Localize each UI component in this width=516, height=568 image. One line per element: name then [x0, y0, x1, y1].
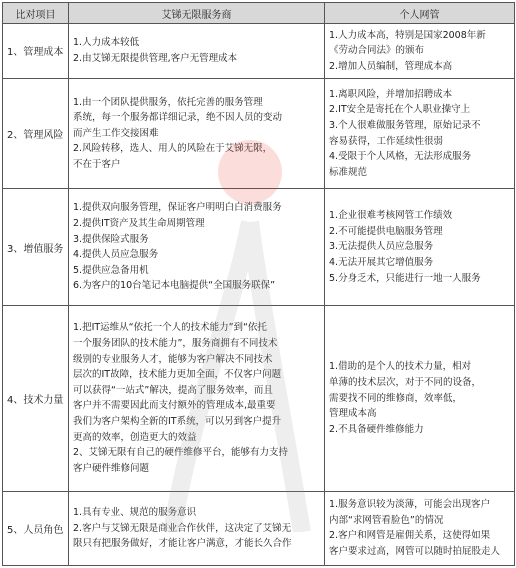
table-row-staff-role — [3, 491, 515, 565]
personal-line: 1.离职风险，并增加招聘成本 — [329, 88, 453, 100]
personal-line: 2.IT安全是寄托在个人职业操守上 — [329, 104, 471, 116]
row-label: 4、技术力量 — [3, 306, 69, 492]
vendor-line: 层次的IT故障，技术能力更加全面，不仅客户问题 — [73, 369, 282, 381]
vendor-line: 6.为客户的10台笔记本电脑提供“全国服务联保” — [73, 280, 275, 292]
vendor-line: 客户硬件维修问题 — [73, 462, 150, 474]
personal-line: 管理成本高 — [329, 408, 377, 420]
header-vendor: 艾锑无限服务商 — [69, 3, 325, 24]
personal-cell — [325, 491, 515, 565]
vendor-line: 2.由艾锑无限提供管理,客户无管理成本 — [73, 52, 238, 64]
personal-line: 单薄的技术层次，对于不同的设备， — [329, 376, 482, 388]
vendor-line: 1.具有专业、规范的服务意识 — [73, 506, 197, 518]
vendor-line: 2、艾锑无限有自己的硬件维修平台，能够有力支持 — [73, 447, 289, 459]
personal-line: 4.受限于个人风格，无法形成服务 — [329, 151, 472, 163]
vendor-line: 2.风险转移，选人、用人的风险在于艾锑无限， — [73, 143, 273, 155]
personal-line: 2.增加人员编制，管理成本高 — [329, 60, 453, 72]
personal-line: 内部“求网管看脸色”的情况 — [329, 514, 444, 526]
vendor-line: 2.提供IT资产及其生命周期管理 — [73, 217, 205, 229]
comparison-table — [2, 2, 515, 566]
vendor-cell — [69, 78, 325, 188]
table-row-value-added — [3, 189, 515, 306]
vendor-line: 1.由一个团队提供服务，依托完善的服务管理 — [73, 96, 263, 108]
table-row-technical-strength — [3, 306, 515, 492]
personal-line: 2.不可能提供电脑服务管理 — [329, 225, 443, 237]
personal-line: 《劳动合同法》的颁布 — [329, 45, 425, 57]
vendor-line: 更高的效率，创造更大的效益 — [73, 431, 197, 443]
header-personal: 个人网管 — [325, 3, 515, 24]
personal-cell — [325, 78, 515, 188]
vendor-line: 客户并不需要因此而支付额外的管理成本,最重要 — [73, 400, 276, 412]
personal-line: 3.个人很难做服务管理，原始记录不 — [329, 120, 481, 132]
vendor-line: 4.提供人员应急服务 — [73, 249, 159, 261]
personal-line: 1.服务意识较为淡薄，可能会出现客户 — [329, 499, 491, 511]
vendor-line: 3.提供保险式服务 — [73, 233, 149, 245]
row-label: 1、管理成本 — [3, 24, 69, 79]
header-item: 比对项目 — [3, 3, 69, 24]
vendor-line: 级别的专业服务人才，能够为客户解决不同技术 — [73, 353, 273, 365]
row-label: 3、增值服务 — [3, 189, 69, 306]
vendor-line: 1.把IT运维从“依托一个人的技术能力”到“依托 — [73, 322, 267, 334]
comparison-table-wrapper — [2, 2, 514, 566]
personal-line: 2.不具备硬件维修能力 — [329, 423, 424, 435]
vendor-line: 2.客户与艾锑无限是商业合作伙伴，这决定了艾锑无 — [73, 522, 292, 534]
vendor-line: 系统，每一个服务都详细记录，绝不因人员的变动 — [73, 112, 283, 124]
vendor-cell — [69, 491, 325, 565]
personal-line: 客户要求过高，网管可以随时拍屁股走人 — [329, 545, 501, 557]
personal-line: 3.无法提供人员应急服务 — [329, 241, 434, 253]
vendor-line: 可以获得“一站式”解决，提高了服务效率，而且 — [73, 384, 273, 396]
vendor-cell — [69, 306, 325, 492]
personal-cell — [325, 189, 515, 306]
personal-line: 1.企业很难考核网管工作绩效 — [329, 210, 453, 222]
row-label: 2、管理风险 — [3, 78, 69, 188]
personal-line: 4.无法开展其它增值服务 — [329, 256, 434, 268]
vendor-line: 而产生工作交接困难 — [73, 127, 159, 139]
personal-line: 需要找不同的维修商，效率低， — [329, 392, 463, 404]
vendor-line: 5.提供应急备用机 — [73, 264, 149, 276]
vendor-cell — [69, 189, 325, 306]
personal-cell — [325, 306, 515, 492]
personal-cell — [325, 24, 515, 79]
vendor-cell — [69, 24, 325, 79]
table-row-management-risk — [3, 78, 515, 188]
personal-line: 2.客户和网管是雇佣关系，这使得如果 — [329, 530, 491, 542]
vendor-line: 一个服务团队的技术能力”，服务商拥有不同技术 — [73, 337, 278, 349]
vendor-line: 不在于客户 — [73, 159, 121, 170]
vendor-line: 1.人力成本较低 — [73, 37, 140, 49]
personal-line: 标准规范 — [329, 166, 368, 178]
vendor-line: 1.提供双向服务管理，保证客户明明白白消费服务 — [73, 202, 282, 214]
table-header-row — [3, 3, 515, 24]
vendor-line: 我们为客户架构全新的IT系统，可以另到客户提升 — [73, 415, 282, 427]
personal-line: 1.借助的是个人的技术力量，相对 — [329, 361, 472, 373]
vendor-line: 限只有把服务做好，才能让客户满意，才能长久合作 — [73, 538, 292, 550]
personal-line: 容易获得，工作延续性很弱 — [329, 135, 444, 147]
personal-line: 5.分身乏术，只能进行一地一人服务 — [329, 272, 481, 284]
table-row-management-cost — [3, 24, 515, 79]
personal-line: 1.人力成本高，特别是国家2008年新 — [329, 29, 486, 41]
row-label: 5、人员角色 — [3, 491, 69, 565]
